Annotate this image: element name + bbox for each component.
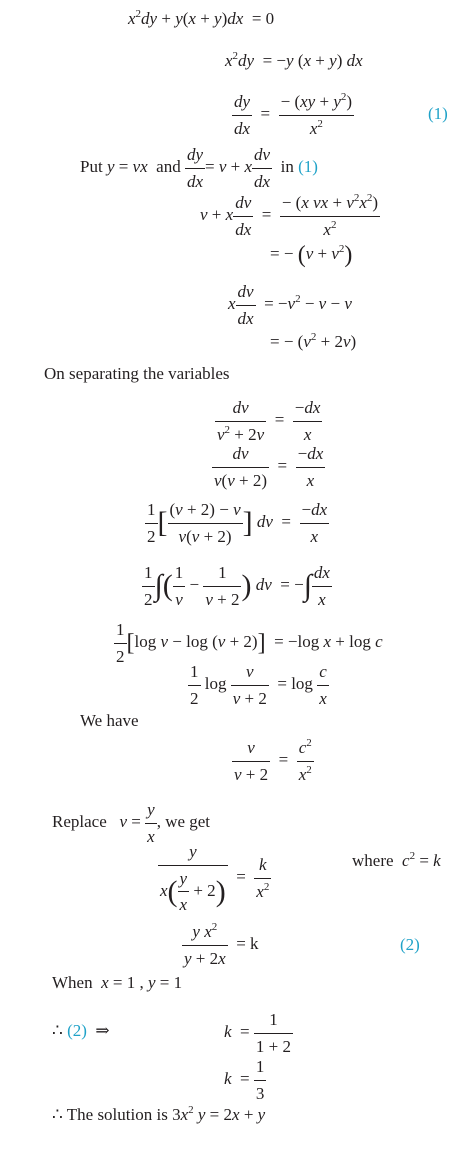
equation-line-14: $\frac{v}{v + 2}$ = $\frac{c^2}{x^2}$ [234, 737, 312, 784]
and-text: and [156, 156, 181, 176]
equation-label-2: (2) [400, 935, 420, 954]
equation-line-9: $\frac{dv}{v(v + 2)}$ = $\frac{-dx}{x}$ [214, 444, 324, 490]
equation-line-7: = − $(v^2 + 2v)$ [270, 331, 357, 351]
substitution-line: Put y = vx and $\frac{dy}{dx}$ = v + x $\frac{dv}{dx}$ in (1) [80, 145, 318, 191]
equation-line-13: $\frac{1}{2}$ log $\frac{v}{v + 2}$ = log $\frac{c}{x}$ [190, 662, 327, 708]
replace-line: Replace v = $\frac{y}{x}$ , we get [52, 800, 211, 846]
replace-text: Replace [52, 811, 107, 831]
implies-symbol: ⇒ [95, 1021, 110, 1040]
in-text: in [280, 156, 294, 176]
equation-ref-2: (2) [67, 1021, 87, 1040]
equation-line-17: k = $\frac{1}{1 + 2}$ [224, 1010, 291, 1056]
solution-text: The solution is [66, 1105, 168, 1124]
therefore-line: ∴ (2) ⇒ [52, 1021, 110, 1040]
equation-line-5: = − $(v + v^2)$ [270, 242, 353, 268]
we-get-text: , we get [156, 811, 211, 831]
we-have-text: We have [80, 711, 139, 730]
where-line: where $c^2 = k$ [352, 850, 441, 870]
where-text: where [352, 851, 394, 870]
equation-line-2: $x^2dy = -y$ (x + y) dx [225, 50, 363, 70]
equation-ref-1: (1) [298, 156, 318, 176]
equation-line-11: $\frac{1}{2}$ ∫( $\frac{1}{v}$ − $\frac{1}{v + 2}$ ) dv = −∫ $\frac{dx}{x}$ [144, 563, 330, 609]
separating-text: On separating the variables [44, 364, 230, 383]
equation-line-16: $\frac{y x^2}{y + 2x}$ = k [184, 921, 259, 968]
equation-line-15: y x( $\frac{y}{x}$ + 2) = $\frac{k}{x^2}$ [160, 842, 270, 915]
k-text: k [250, 933, 259, 953]
equation-line-3: $\frac{dy}{dx}$ = $\frac{- (xy + y^2)}{x^2}$ [234, 91, 353, 138]
solution-line: ∴ The solution is $3x^2$ y = 2x + y [52, 1104, 266, 1124]
when-line: When x = 1 , y = 1 [52, 973, 183, 992]
equation-label-1: (1) [428, 104, 448, 123]
equation-line-10: $\frac{1}{2}$ [ $\frac{(v + 2) - v}{v(v + 2)}$ ] dv = $\frac{-dx}{x}$ [147, 500, 328, 546]
equation-line-6: x $\frac{dv}{dx}$ = $-v^2 - v - v$ [228, 282, 352, 328]
equation-line-4: v + x $\frac{dv}{dx}$ = $\frac{- (x vx + v^2x^2)}{x^2}$ [200, 192, 379, 239]
equation-line-1: $x^2dy + y(x + y)dx = 0$ [128, 8, 275, 28]
when-text: When [52, 973, 93, 992]
equation-line-18: k = $\frac{1}{3}$ [224, 1057, 265, 1103]
equation-line-12: $\frac{1}{2}$ [log v − log (v + 2)] = −log x + log c [116, 620, 383, 666]
put-text: Put [80, 156, 103, 176]
equation-line-8: $\frac{dv}{v^2 + 2v}$ = $\frac{-dx}{x}$ [217, 398, 321, 444]
